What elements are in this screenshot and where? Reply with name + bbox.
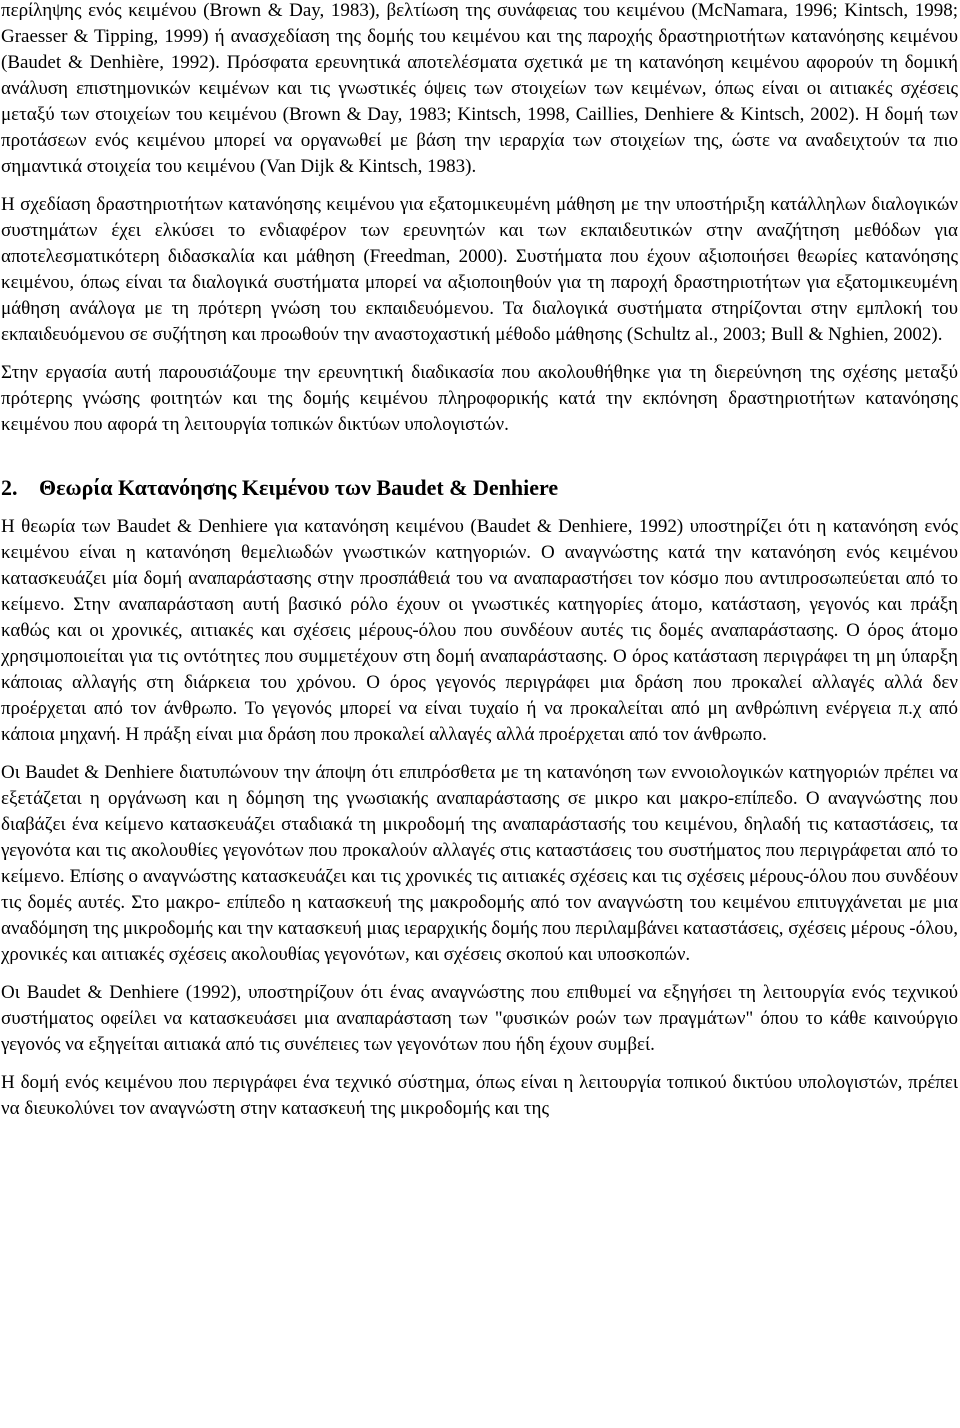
paragraph-intro-1: περίληψης ενός κειμένου (Brown & Day, 1983), βελτίωση της συνάφειας του κειμένου (McNamara, 1996; Kintsch, 1998; Graesser & Tipping, 1999) ή ανασχεδίαση της δομής του κειμένου και της παροχής δραστηριοτήτων κατανόησης κειμένου (Baudet & Denhière, 1992). Πρόσφατα ερευνητικά αποτελέσματα σχετικά με τη κατανόηση κειμένου αφορούν τη δομική ανάλυση επιστημονικών κειμένων και τις γνωστικές όψεις των στοιχείων των κειμένων, όπως είναι οι αιτιακές σχέσεις μεταξύ των στοιχείων του κειμένου (Brown & Day, 1983; Kintsch, 1998, Caillies, Denhiere & Kintsch, 2002). Η δομή των προτάσεων ενός κειμένου μπορεί να οργανωθεί με βάση την ιεραρχία των στοιχείων της, ώστε να αναδειχτούν τα πιο σημαντικά στοιχεία του κειμένου (Van Dijk & Kintsch, 1983). xyxy=(1,0,958,177)
section-heading xyxy=(1,474,958,502)
paragraph-theory-3: Οι Baudet & Denhiere (1992), υποστηρίζουν ότι ένας αναγνώστης που επιθυμεί να εξηγήσει τη λειτουργία ενός τεχνικού συστήματος οφείλει να κατασκευάσει μια αναπαράσταση των "φυσικών ροών των πραγμάτων" όπου το κάθε καινούργιο γεγονός να εξηγείται αιτιακά από τις συνέπειες των γεγονότων που ήδη έχουν συμβεί. xyxy=(1,982,958,1055)
paragraph-theory-1: Η θεωρία των Baudet & Denhiere για κατανόηση κειμένου (Baudet & Denhiere, 1992) υποστηρίζει ότι η κατανόηση ενός κειμένου είναι η κατανόηση θεμελιωδών γνωστικών κατηγοριών. Ο αναγνώστης κατά την κατανόηση ενός κειμένου κατασκευάζει μία δομή αναπαράστασης στην προσπάθειά του να αναπαραστήσει τον κόσμο που αντιπροσωπεύεται από το κείμενο. Στην αναπαράσταση αυτή βασικό ρόλο έχουν οι γνωστικές κατηγορίες άτομο, κατάσταση, γεγονός και πράξη καθώς και οι χρονικές, αιτιακές και σχέσεις μέρους-όλου που συνδέουν αυτές τις δομές αναπαράστασης. Ο όρος άτομο χρησιμοποιείται για τις οντότητες που συμμετέχουν στη δομή αναπαράστασης. Ο όρος κατάσταση περιγράφει τη μη ύπαρξη κάποιας αλλαγής στη διάρκεια του χρόνου. Ο όρος γεγονός περιγράφει μια δράση που προκαλεί αλλαγές αλλά δεν προέρχεται από τον άνθρωπο. Το γεγονός μπορεί να είναι τυχαίο ή να προκαλείται από μη ανθρώπινη ενέργεια π.χ από κάποια μηχανή. Η πράξη είναι μια δράση που προκαλεί αλλαγές αλλά προέρχεται από τον άνθρωπο. xyxy=(1,516,958,745)
section-number: 2. xyxy=(1,475,18,500)
paragraph-theory-2: Οι Baudet & Denhiere διατυπώνουν την άποψη ότι επιπρόσθετα με τη κατανόηση των εννοιολογικών κατηγοριών πρέπει να εξετάζεται η οργάνωση και η δόμηση της γνωσιακής αναπαράστασης σε μικρο και μακρο-επίπεδο. Ο αναγνώστης που διαβάζει ένα κείμενο κατασκευάζει σταδιακά τη μικροδομή της αναπαράστασής του κειμένου, δηλαδή τις καταστάσεις, τα γεγονότα και τις ακολουθίες γεγονότων που προκαλούν αλλαγές στις καταστάσεις του συστήματος που περιγράφεται από το κείμενο. Επίσης ο αναγνώστης κατασκευάζει και τις χρονικές τις αιτιακές σχέσεις και τις σχέσεις μέρους-όλου που συνδέουν τις δομές αυτές. Στο μακρο- επίπεδο η κατασκευή της μακροδομής από τον αναγνώστη του κειμένου επιτυγχάνεται με μια αναδόμηση της μικροδομής και την κατασκευή μιας ιεραρχικής δομής που περιλαμβάνει καταστάσεις, σχέσεις μέρους -όλου, χρονικές και αιτιακές σχέσεις ακολουθίας γεγονότων, και σχέσεις σκοπού και υποσκοπών. xyxy=(1,762,958,965)
section-title: Θεωρία Κατανόησης Κειμένου των Baudet & Denhiere xyxy=(39,475,559,500)
paragraph-theory-4: Η δομή ενός κειμένου που περιγράφει ένα τεχνικό σύστημα, όπως είναι η λειτουργία τοπικού δικτύου υπολογιστών, πρέπει να διευκολύνει τον αναγνώστη στην κατασκευή της μικροδομής και της xyxy=(1,1072,958,1119)
paragraph-intro-2: Η σχεδίαση δραστηριοτήτων κατανόησης κειμένου για εξατομικευμένη μάθηση με την υποστήριξη κατάλληλων διαλογικών συστημάτων έχει ελκύσει το ενδιαφέρον των ερευνητών και των εκπαιδευτικών στην αναζήτηση μεθόδων για αποτελεσματικότερη διδασκαλία και μάθηση (Freedman, 2000). Συστήματα που έχουν αξιοποιήσει θεωρίες κατανόησης κειμένου, όπως είναι τα διαλογικά συστήματα μπορεί να αξιοποιηθούν για τη παροχή δραστηριοτήτων για εξατομικευμένη μάθηση ανάλογα με τη πρότερη γνώση του εκπαιδευόμενου. Τα διαλογικά συστήματα στηρίζονται στην εμπλοκή του εκπαιδευόμενου σε συζήτηση και προωθούν την αναστοχαστική μέθοδο μάθησης (Schultz al., 2003; Bull & Nghien, 2002). xyxy=(1,194,958,345)
paragraph-intro-3: Στην εργασία αυτή παρουσιάζουμε την ερευνητική διαδικασία που ακολουθήθηκε για τη διερεύνηση της σχέσης μεταξύ πρότερης γνώσης φοιτητών και της δομής κειμένου πληροφορικής κατά την εκπόνηση δραστηριοτήτων κατανόησης κειμένου που αφορά τη λειτουργία τοπικών δικτύων υπολογιστών. xyxy=(1,362,958,435)
